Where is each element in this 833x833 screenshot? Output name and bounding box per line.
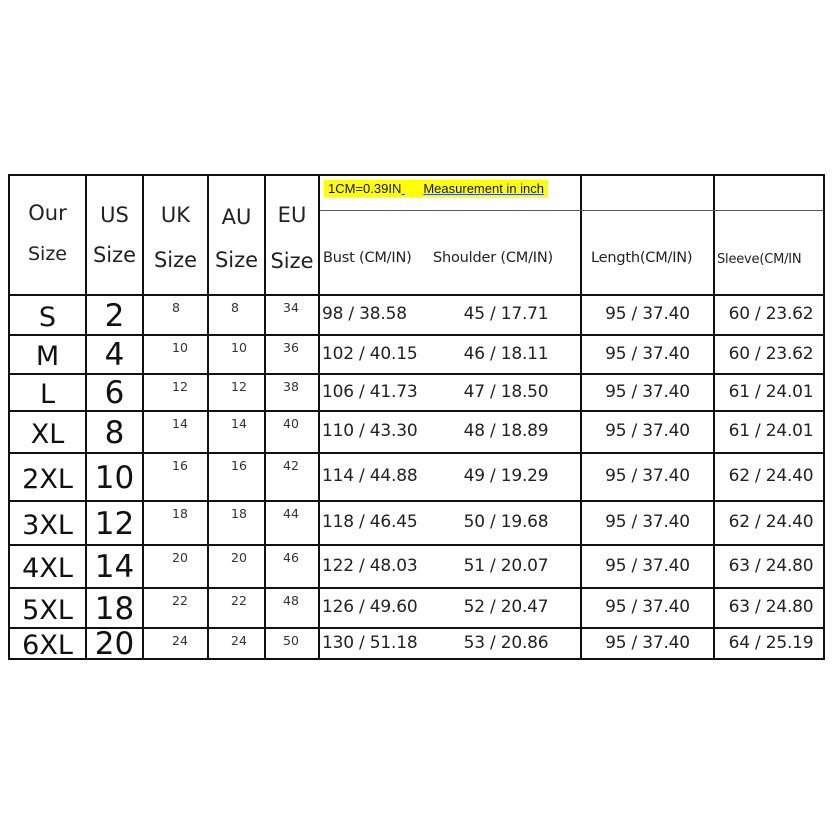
cell-our: S (38, 301, 57, 333)
size-row (10, 500, 823, 544)
cell-au: 12 (231, 379, 247, 394)
cell-sleeve: 60 / 23.62 (728, 304, 814, 324)
cell-us: 4 (104, 337, 125, 373)
cell-sleeve: 60 / 23.62 (728, 343, 814, 364)
header-au-size-line2: Size (214, 248, 259, 272)
header-uk-size-line1: UK (160, 203, 191, 227)
cell-sleeve: 62 / 24.40 (728, 466, 814, 486)
cell-uk: 14 (172, 416, 188, 431)
header-our-size (10, 176, 85, 294)
cell-uk: 8 (172, 300, 180, 315)
size-chart-table (8, 174, 825, 660)
cell-eu: 40 (283, 416, 299, 431)
cell-length: 95 / 37.40 (605, 512, 690, 532)
header-sleeve: Sleeve(CM/IN (717, 252, 802, 267)
cell-sleeve: 62 / 24.40 (728, 512, 814, 532)
header-bust: Bust (CM/IN) (323, 250, 412, 266)
cell-length: 95 / 37.40 (605, 421, 690, 441)
header-eu-size-line1: EU (277, 203, 307, 227)
cell-us: 14 (94, 549, 135, 585)
measurement-note (324, 180, 548, 197)
cell-us: 20 (94, 626, 135, 662)
cell-length: 95 / 37.40 (605, 632, 690, 653)
cell-sleeve: 61 / 24.01 (728, 381, 814, 402)
cell-our: 2XL (22, 463, 73, 495)
cell-us: 6 (104, 375, 125, 411)
cell-au: 16 (231, 458, 247, 473)
cell-length: 95 / 37.40 (605, 381, 690, 402)
cell-shoulder: 51 / 20.07 (463, 555, 549, 576)
cell-us: 10 (94, 459, 135, 496)
cell-eu: 36 (283, 340, 299, 355)
cell-uk: 18 (172, 506, 188, 521)
cell-us: 18 (94, 590, 135, 627)
cell-eu: 48 (283, 593, 299, 608)
cell-sleeve: 64 / 25.19 (728, 632, 814, 653)
cell-uk: 16 (172, 458, 188, 473)
size-row (10, 334, 823, 373)
cell-uk: 12 (172, 379, 188, 394)
cell-our: XL (30, 418, 65, 450)
note-divider (320, 210, 823, 211)
cell-our: M (35, 341, 60, 372)
size-row (10, 452, 823, 500)
header-au-size (209, 176, 264, 294)
cell-us: 8 (104, 414, 125, 451)
unit-note: Measurement in inch (423, 181, 545, 196)
cell-au: 18 (231, 506, 247, 521)
cell-uk: 24 (172, 633, 188, 648)
header-length: Length(CM/IN) (591, 250, 693, 266)
cell-eu: 42 (283, 458, 299, 473)
cell-eu: 34 (283, 300, 299, 315)
cell-shoulder: 47 / 18.50 (463, 381, 549, 402)
cell-uk: 20 (172, 550, 188, 565)
cell-au: 20 (231, 550, 247, 565)
cell-sleeve: 63 / 24.80 (728, 597, 814, 617)
header-au-size-line1: AU (221, 205, 252, 229)
cell-our: 4XL (22, 553, 73, 584)
cell-eu: 38 (283, 379, 299, 394)
cell-length: 95 / 37.40 (605, 597, 690, 617)
cell-shoulder: 52 / 20.47 (463, 597, 549, 617)
cell-shoulder: 50 / 19.68 (463, 512, 549, 532)
cell-bust: 122 / 48.03 (322, 555, 418, 576)
size-row (10, 410, 823, 452)
header-eu-size (266, 176, 318, 294)
header-our-size-line2: Size (27, 243, 67, 265)
header-us-size-line2: Size (92, 243, 137, 267)
size-row (10, 373, 823, 410)
conversion-note: 1CM=0.39IN (328, 181, 402, 196)
cell-uk: 10 (172, 340, 188, 355)
cell-bust: 106 / 41.73 (322, 381, 418, 402)
cell-bust: 98 / 38.58 (322, 304, 407, 324)
cell-shoulder: 53 / 20.86 (463, 632, 549, 653)
header-uk-size-line2: Size (153, 248, 198, 272)
size-row (10, 587, 823, 627)
cell-au: 8 (231, 300, 239, 315)
cell-our: 5XL (22, 594, 73, 626)
cell-our: L (39, 379, 56, 410)
cell-shoulder: 48 / 18.89 (463, 421, 549, 441)
cell-au: 10 (231, 340, 247, 355)
header-eu-size-line2: Size (270, 249, 314, 273)
cell-bust: 102 / 40.15 (322, 343, 418, 364)
cell-sleeve: 63 / 24.80 (728, 555, 814, 576)
cell-bust: 110 / 43.30 (322, 421, 418, 441)
cell-eu: 50 (283, 633, 299, 648)
cell-au: 22 (231, 593, 247, 608)
header-us-size (87, 176, 142, 294)
cell-au: 14 (231, 416, 247, 431)
cell-our: 6XL (22, 630, 73, 661)
cell-bust: 114 / 44.88 (322, 466, 418, 486)
cell-sleeve: 61 / 24.01 (728, 421, 814, 441)
cell-us: 12 (94, 505, 135, 542)
cell-shoulder: 45 / 17.71 (463, 304, 549, 324)
header-us-size-line1: US (100, 203, 129, 227)
cell-length: 95 / 37.40 (605, 343, 690, 364)
cell-length: 95 / 37.40 (605, 304, 690, 324)
cell-length: 95 / 37.40 (605, 466, 690, 486)
header-our-size-line1: Our (28, 201, 67, 225)
cell-bust: 118 / 46.45 (322, 512, 418, 532)
size-row (10, 626, 823, 662)
note-gap (401, 181, 423, 196)
cell-uk: 22 (172, 593, 188, 608)
cell-bust: 126 / 49.60 (322, 597, 418, 617)
size-row (10, 294, 823, 334)
cell-au: 24 (231, 633, 247, 648)
cell-eu: 44 (283, 506, 299, 521)
cell-eu: 46 (283, 550, 299, 565)
size-row (10, 544, 823, 587)
header-shoulder: Shoulder (CM/IN) (433, 250, 553, 266)
cell-us: 2 (104, 297, 125, 334)
cell-length: 95 / 37.40 (605, 555, 690, 576)
cell-shoulder: 49 / 19.29 (463, 466, 549, 486)
cell-bust: 130 / 51.18 (322, 632, 418, 653)
cell-shoulder: 46 / 18.11 (463, 343, 549, 364)
cell-our: 3XL (22, 509, 73, 541)
header-uk-size (144, 176, 207, 294)
